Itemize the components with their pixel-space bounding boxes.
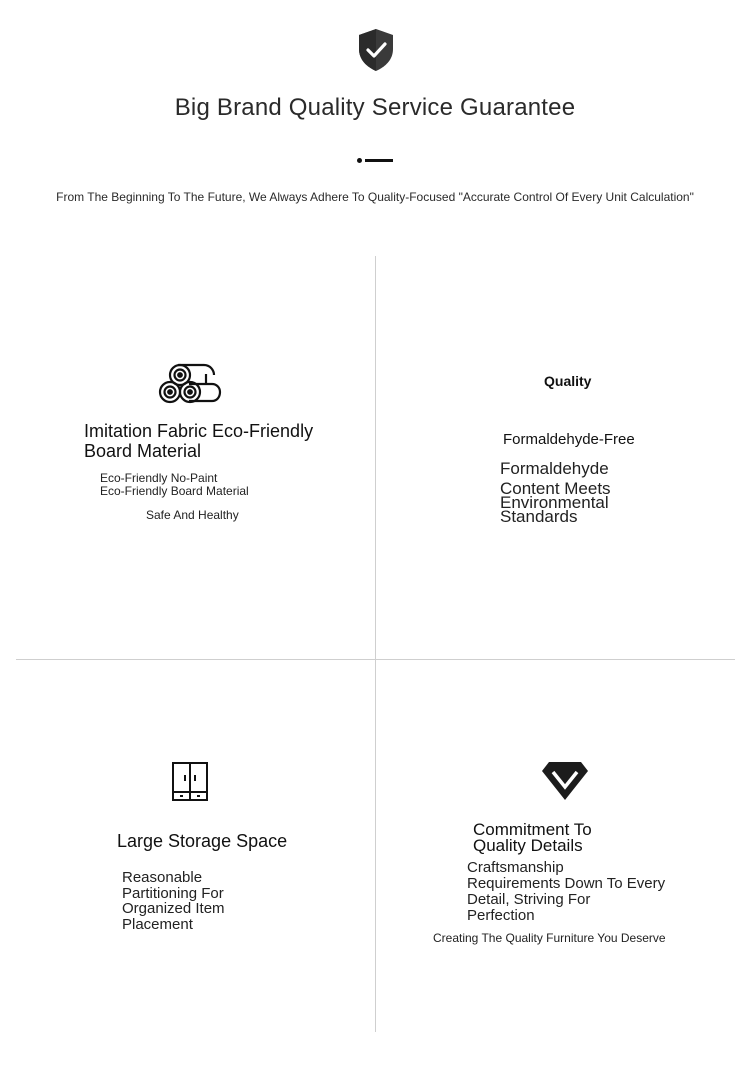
feature-storage-desc-line4: Placement <box>122 915 193 933</box>
feature-quality-title: Formaldehyde-Free <box>503 431 635 448</box>
logs-icon <box>158 362 222 404</box>
feature-quality-label: Quality <box>544 373 592 389</box>
diamond-icon <box>541 761 589 801</box>
grid-divider-horizontal <box>16 659 735 660</box>
feature-material-desc-line2: Eco-Friendly Board Material <box>100 484 249 498</box>
feature-details-desc-line3: Detail, Striving For <box>467 891 591 908</box>
feature-material-title-line1: Imitation Fabric Eco-Friendly <box>84 421 314 441</box>
feature-details-desc-line1: Craftsmanship <box>467 859 564 876</box>
feature-quality-desc-line4: Standards <box>500 507 578 526</box>
feature-details-title <box>473 822 673 854</box>
feature-material-desc <box>100 472 320 498</box>
feature-details-desc-line2: Requirements Down To Every <box>467 875 666 892</box>
shield-check-icon <box>357 28 395 72</box>
wardrobe-icon <box>171 761 209 803</box>
feature-material-title-line2: Board Material <box>84 441 202 461</box>
feature-storage-title: Large Storage Space <box>117 831 288 851</box>
feature-details-title-line2: Quality Details <box>473 836 583 855</box>
feature-quality-desc-line1: Formaldehyde <box>500 459 609 478</box>
feature-storage-desc <box>122 870 282 932</box>
page-subtitle: From The Beginning To The Future, We Always Adhere To Quality-Focused "Accurate Control Of Every Unit Calculation" <box>56 190 694 204</box>
feature-details-title-line1: Commitment To <box>473 820 592 839</box>
feature-material-title <box>84 421 364 461</box>
feature-details-desc <box>467 860 707 924</box>
feature-storage-desc-line1: Reasonable <box>122 869 203 886</box>
feature-quality-desc <box>500 461 680 525</box>
feature-storage-desc-line2: Partitioning For <box>122 884 224 902</box>
title-divider <box>357 158 393 163</box>
page-title: Big Brand Quality Service Guarantee <box>174 94 576 121</box>
feature-quality-desc-line3: Environmental <box>500 493 609 512</box>
feature-details-desc-line4: Perfection <box>467 907 535 924</box>
feature-storage-desc-line3: Organized Item <box>122 900 225 917</box>
feature-details-tagline: Creating The Quality Furniture You Deserve <box>433 931 666 945</box>
feature-material-desc-line1: Eco-Friendly No-Paint <box>100 471 218 485</box>
feature-quality-desc-line2: Content Meets <box>500 479 611 498</box>
grid-divider-vertical <box>375 256 376 1032</box>
feature-material-tagline: Safe And Healthy <box>146 508 239 522</box>
